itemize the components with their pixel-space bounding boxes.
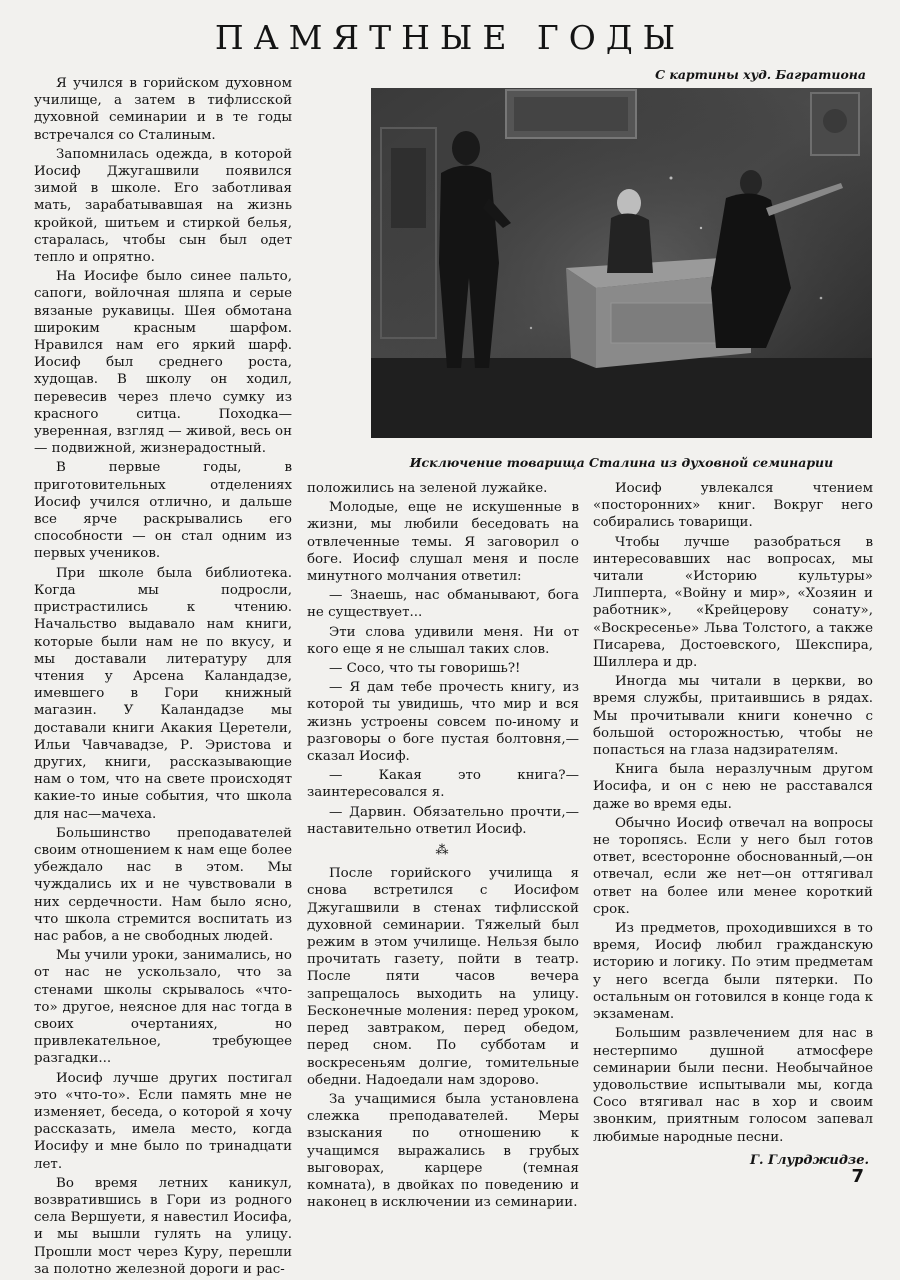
illustration-caption: Исключение товарища Сталина из духовной семинарии bbox=[409, 455, 834, 470]
dialog-line: — Сосо, что ты говоришь?! bbox=[329, 661, 521, 677]
dialog-line: — Дарвин. Обязательно прочти,—наставительно ответил Иосиф. bbox=[307, 804, 579, 837]
paragraph: Иногда мы читали в церкви, во время службы, притаившись в рядах. Мы прочитывали книги конечно с большой осторожностью, чтобы не попасться на глаза надзирателям. bbox=[593, 674, 873, 759]
illustration-credit: С картины худ. Багратиона bbox=[655, 67, 866, 82]
paragraph: Книга была неразлучным другом Иосифа, и он с нею не расставался даже во время еды. bbox=[593, 762, 873, 812]
paragraph: Большинство преподавателей своим отношением к нам еще более убеждало нас в этом. Мы чуждались их и не чувствовали в них сердечности. Нам было ясно, что школа стремится воспитать из нас рабов, а не свободных людей. bbox=[34, 825, 292, 944]
paragraph: За учащимися была установлена слежка преподавателей. Меры взыскания по отношению к учащимся выражались в грубых выговорах, карцере (темная комната), в двойках по поведению и наконец в исключении из семинарии. bbox=[307, 1091, 579, 1211]
paragraph: Во время летних каникул, возвратившись в Гори из родного села Вершуети, я навестил Иосифа, и мы вышли гулять на улицу. Прошли мост через Куру, перешли за полотно железной дороги и рас- bbox=[34, 1175, 292, 1277]
dialog-line: — Какая это книга?—заинтересовался я. bbox=[307, 768, 579, 801]
paragraph: Запомнилась одежда, в которой Иосиф Джугашвили появился зимой в школе. Его заботливая мать, зарабатывавшая на жизнь кройкой, шитьем и стиркой белья, старалась, чтобы сын был одет тепло и опрятно. bbox=[34, 146, 292, 266]
article-column-2 bbox=[307, 480, 579, 1213]
section-separator-asterism: ⁂ bbox=[435, 843, 451, 859]
dialog-line: — Знаешь, нас обманывают, бога не существует... bbox=[307, 588, 579, 621]
paragraph: Мы учили уроки, занимались, но от нас не ускользало, что за стенами школы скрывалось «что-то» другое, неясное для нас тогда в своих очертаниях, но привлекательное, требующее разгадки... bbox=[34, 948, 292, 1067]
paragraph-continuation: положились на зеленой лужайке. bbox=[307, 481, 548, 496]
paragraph: В первые годы, в приготовительных отделениях Иосиф учился отлично, и дальше все ярче раскрывались его способности — он стал одним из первых учеников. bbox=[34, 460, 292, 562]
paragraph: Обычно Иосиф отвечал на вопросы не торопясь. Если у него был готов ответ, всесторонне обоснованный,—он отвечал, если же нет—он оттягивал ответ на более или менее короткий срок. bbox=[593, 815, 873, 917]
article-column-3 bbox=[593, 480, 873, 1169]
paragraph: Эти слова удивили меня. Ни от кого еще я не слышал таких слов. bbox=[307, 624, 579, 657]
paragraph: При школе была библиотека. Когда мы подросли, пристрастились к чтению. Начальство выдавало нам книги, которые были нам не по вкусу, и мы доставали литературу для чтения у Арсена Каландадзе, имевшего в Гори книжный магазин. У Каландадзе мы доставали книги Акакия Церетели, Ильи Чавчавадзе, Р. Эристова и других, книги, рассказывающие нам о том, что на свете происходят какие-то иные события, что школа для нас—мачеха. bbox=[34, 565, 292, 822]
illustration-photo bbox=[371, 88, 872, 438]
paragraph: На Иосифе было синее пальто, сапоги, войлочная шляпа и серые вязаные рукавицы. Шея обмотана широким красным шарфом. Нравился нам его яркий шарф. Иосиф был среднего роста, худощав. В школу он ходил, перевесив через плечо сумку из красного ситца. Походка—уверенная, взгляд — живой, весь он — подвижной, жизнерадостный. bbox=[34, 269, 292, 457]
article-column-1 bbox=[34, 75, 292, 1280]
paragraph: Иосиф лучше других постигал это «что-то». Если память мне не изменяет, беседа, о которой я хочу рассказать, имела место, когда Иосифу и мне было по тринадцати лет. bbox=[34, 1070, 292, 1172]
article-title: ПАМЯТНЫЕ ГОДЫ bbox=[214, 18, 686, 57]
paragraph: Молодые, еще не искушенные в жизни, мы любили беседовать на отвлеченные темы. Я заговорил о боге. Иосиф слушал меня и после минутного молчания ответил: bbox=[307, 500, 579, 585]
paragraph: Я учился в горийском духовном училище, а затем в тифлисской духовной семинарии и в те годы встречался со Сталиным. bbox=[34, 76, 292, 143]
paragraph: После горийского училища я снова встретился с Иосифом Джугашвили в стенах тифлисской духовной семинарии. Тяжелый был режим в этом училище. Нельзя было прочитать газету, пойти в театр. После пяти часов вечера запрещалось выходить на улицу. Бесконечные моления: перед уроком, перед завтраком, перед обедом, перед сном. По субботам и воскресеньям долгие, томительные обедни. Надоедали нам здорово. bbox=[307, 866, 579, 1088]
paragraph: Из предметов, проходившихся в то время, Иосиф любил гражданскую историю и логику. По этим предметам у него всегда были пятерки. По остальным он готовился в конце года к экзаменам. bbox=[593, 921, 873, 1023]
paragraph: Иосиф увлекался чтением «посторонних» книг. Вокруг него собирались товарищи. bbox=[593, 481, 873, 531]
page-number: 7 bbox=[851, 1166, 864, 1187]
author-signature: Г. Глурджидзе. bbox=[750, 1152, 869, 1168]
paragraph: Чтобы лучше разобраться в интересовавших нас вопросах, мы читали «Историю культуры» Липперта, «Войну и мир», «Хозяин и работник», «Крейцерову сонату», «Воскресенье» Льва Толстого, а также Писарева, Достоевского, Шекспира, Шиллера и др. bbox=[593, 534, 873, 671]
dialog-line: — Я дам тебе прочесть книгу, из которой ты увидишь, что мир и вся жизнь устроены совсем по-иному и разговоры о боге пустая болтовня,—сказал Иосиф. bbox=[307, 680, 579, 765]
paragraph: Большим развлечением для нас в нестерпимо душной атмосфере семинарии были песни. Необычайное удовольствие испытывали мы, когда Сосо втягивал нас в хор и своим звонким, приятным голосом запевал любимые народные песни. bbox=[593, 1026, 873, 1145]
